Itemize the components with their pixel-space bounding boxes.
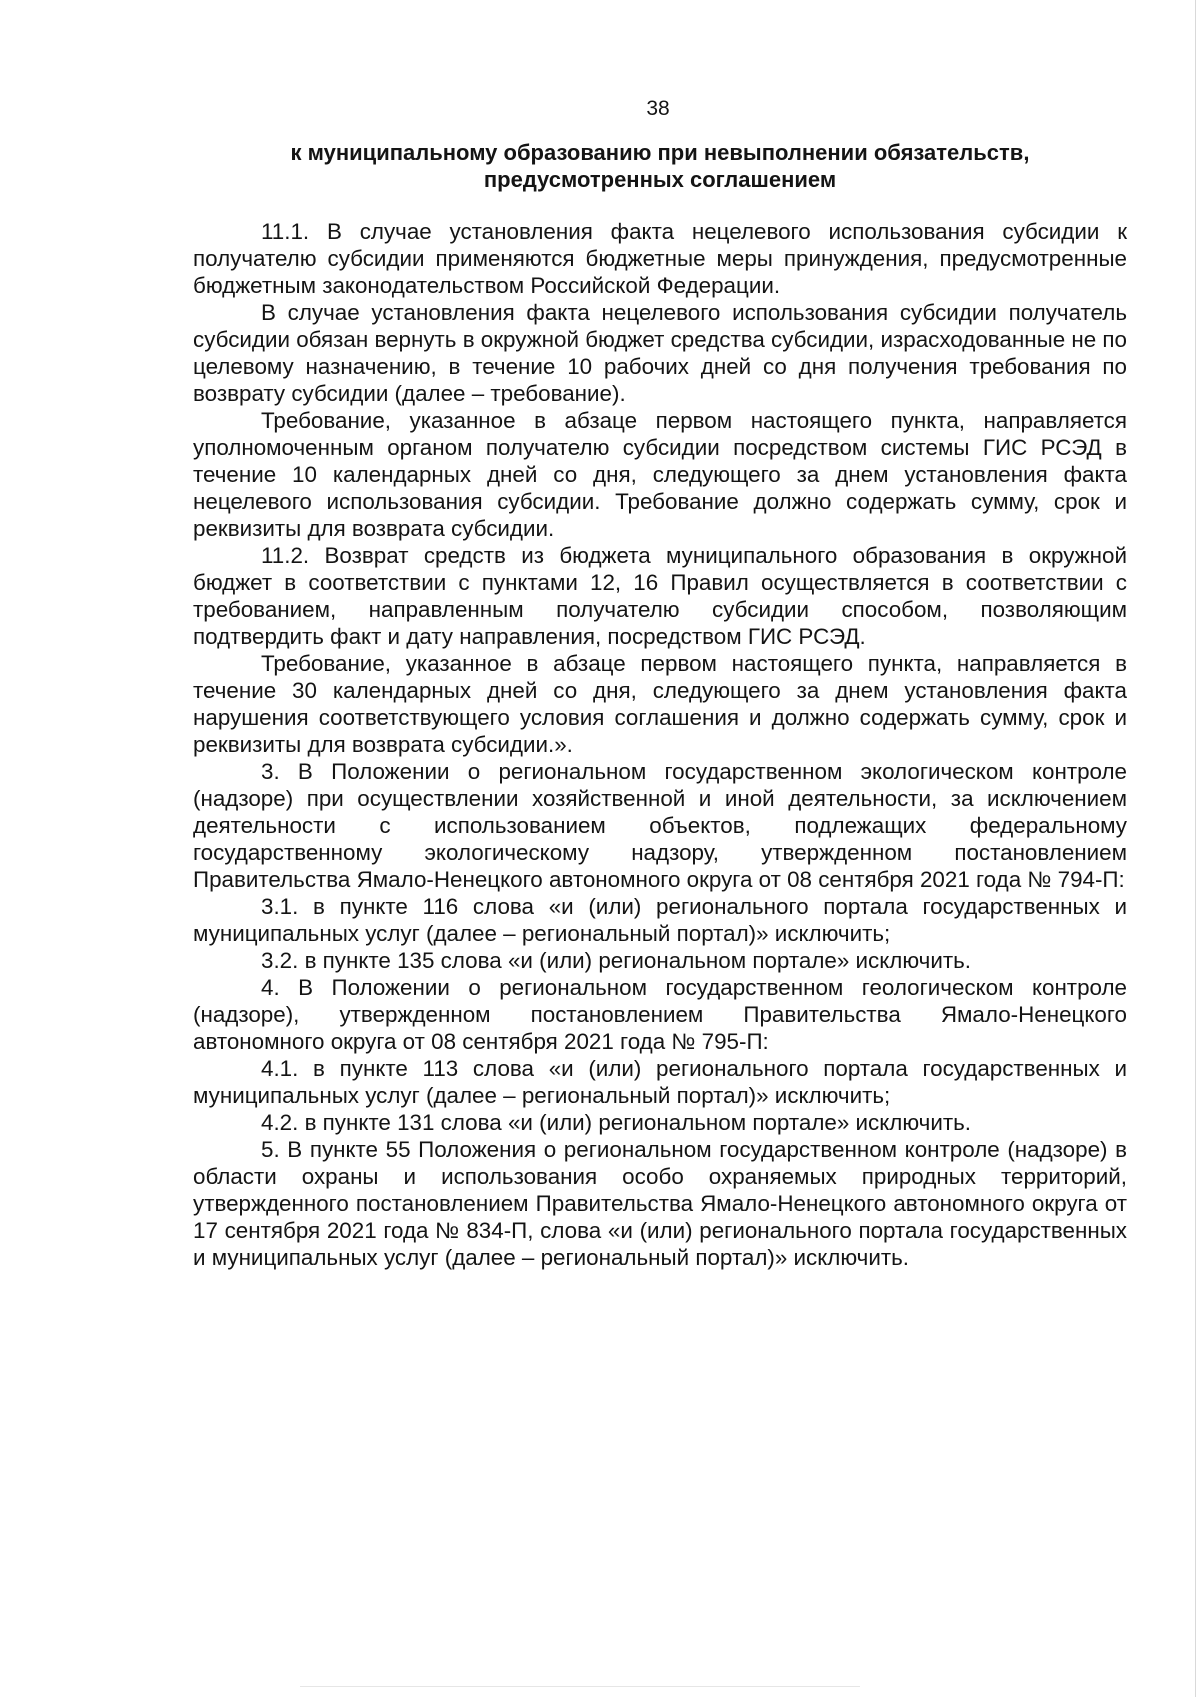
page-number: 38 (646, 97, 670, 120)
paragraph-4-2: 4.2. в пункте 131 слова «и (или) региональном портале» исключить. (261, 1110, 971, 1135)
heading-line-2: предусмотренных соглашением (483, 167, 837, 192)
scan-edge-line (1195, 0, 1196, 1697)
paragraph-3: 3. В Положении о региональном государственном экологическом контроле (надзоре) при осуществлении хозяйственной и иной деятельности, за исключением деятельности с использованием объектов, подлежащих федеральному государственному экологическому надзору, утвержденном постановлением Правительства Ямало-Ненецкого автономного округа от 08 сентября 2021 года № 794-П: (193, 759, 1127, 892)
paragraph-requirement-30-days: Требование, указанное в абзаце первом настоящего пункта, направляется в течение 30 календарных дней со дня, следующего за днем установления факта нарушения соответствующего условия соглашения и должно содержать сумму, срок и реквизиты для возврата субсидии.». (193, 651, 1127, 757)
scan-artifact-line (300, 1686, 860, 1687)
paragraph-11-1: 11.1. В случае установления факта нецелевого использования субсидии к получателю субсидии применяются бюджетные меры принуждения, предусмотренные бюджетным законодательством Российской Федерации. (193, 219, 1127, 298)
paragraph-requirement-sending: Требование, указанное в абзаце первом настоящего пункта, направляется уполномоченным органом получателю субсидии посредством системы ГИС РСЭД в течение 10 календарных дней со дня, следующего за днем установления факта нецелевого использования субсидии. Требование должно содержать сумму, срок и реквизиты для возврата субсидии. (193, 408, 1127, 541)
paragraph-4: 4. В Положении о региональном государственном геологическом контроле (надзоре), утвержденном постановлением Правительства Ямало-Ненецкого автономного округа от 08 сентября 2021 года № 795-П: (193, 975, 1127, 1054)
paragraph-5: 5. В пункте 55 Положения о региональном государственном контроле (надзоре) в области охраны и использования особо охраняемых природных территорий, утвержденного постановлением Правительства Ямало-Ненецкого автономного округа от 17 сентября 2021 года № 834-П, слова «и (или) регионального портала государственных и муниципальных услуг (далее – региональный портал)» исключить. (193, 1137, 1127, 1270)
paragraph-3-1: 3.1. в пункте 116 слова «и (или) регионального портала государственных и муниципальных услуг (далее – региональный портал)» исключить; (193, 894, 1127, 946)
paragraph-11-2: 11.2. Возврат средств из бюджета муниципального образования в окружной бюджет в соответствии с пунктами 12, 16 Правил осуществляется в соответствии с требованием, направленным получателю субсидии способом, позволяющим подтвердить факт и дату направления, посредством ГИС РСЭД. (193, 543, 1127, 649)
paragraph-return-obligation: В случае установления факта нецелевого использования субсидии получатель субсидии обязан вернуть в окружной бюджет средства субсидии, израсходованные не по целевому назначению, в течение 10 рабочих дней со дня получения требования по возврату субсидии (далее – требование). (193, 300, 1127, 406)
heading-line-1: к муниципальному образованию при невыполнении обязательств, (290, 140, 1030, 165)
document-body (193, 218, 1127, 1271)
paragraph-3-2: 3.2. в пункте 135 слова «и (или) региональном портале» исключить. (261, 948, 971, 973)
paragraph-4-1: 4.1. в пункте 113 слова «и (или) регионального портала государственных и муниципальных услуг (далее – региональный портал)» исключить; (193, 1056, 1127, 1108)
section-heading (194, 139, 1126, 193)
